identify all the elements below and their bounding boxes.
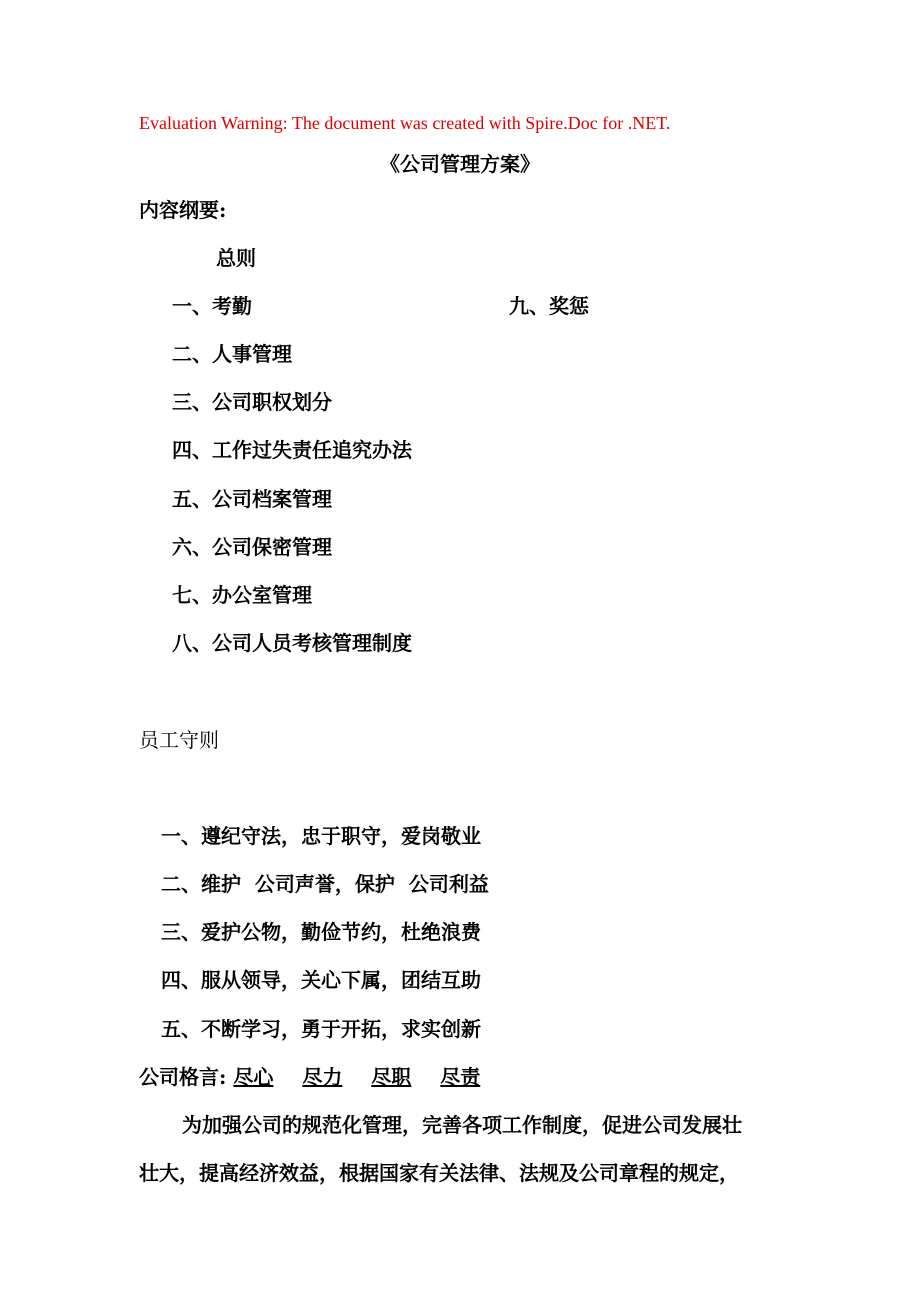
- outline-item: 二、人事管理: [172, 342, 292, 366]
- rules-heading: 员工守则: [139, 728, 219, 752]
- outline-item: 三、公司职权划分: [172, 390, 332, 414]
- outline-item: 七、办公室管理: [172, 583, 312, 607]
- outline-item: 八、公司人员考核管理制度: [172, 631, 412, 655]
- rule-item: 四、服从领导，关心下属，团结互助: [161, 968, 481, 992]
- outline-general: 总则: [216, 246, 256, 270]
- evaluation-warning: Evaluation Warning: The document was created with Spire.Doc for .NET.: [139, 113, 671, 133]
- motto-value: 尽责: [440, 1065, 481, 1089]
- outline-heading: 内容纲要:: [139, 198, 227, 222]
- rule-item: 三、爱护公物，勤俭节约，杜绝浪费: [161, 920, 481, 944]
- rule-item: 五、不断学习，勇于开拓，求实创新: [161, 1017, 481, 1041]
- motto-value: 尽心: [233, 1065, 274, 1089]
- motto-value: 尽力: [302, 1065, 343, 1089]
- motto-values: [233, 1065, 480, 1089]
- outline-item: 一、考勤: [172, 294, 252, 318]
- body-paragraph-line: 壮大，提高经济效益，根据国家有关法律、法规及公司章程的规定，: [139, 1161, 739, 1185]
- outline-item-nine: 九、奖惩: [509, 294, 589, 318]
- motto-line: [139, 1064, 480, 1090]
- motto-label: 公司格言:: [139, 1065, 227, 1089]
- document-title: 《公司管理方案》: [380, 152, 540, 176]
- rule-item: 二、维护 公司声誉，保护 公司利益: [161, 872, 489, 896]
- outline-item: 五、公司档案管理: [172, 487, 332, 511]
- body-paragraph-line: 为加强公司的规范化管理，完善各项工作制度，促进公司发展壮: [182, 1113, 742, 1137]
- motto-value: 尽职: [371, 1065, 412, 1089]
- outline-item: 四、工作过失责任追究办法: [172, 438, 412, 462]
- rule-item: 一、遵纪守法，忠于职守，爱岗敬业: [161, 824, 481, 848]
- outline-item: 六、公司保密管理: [172, 535, 332, 559]
